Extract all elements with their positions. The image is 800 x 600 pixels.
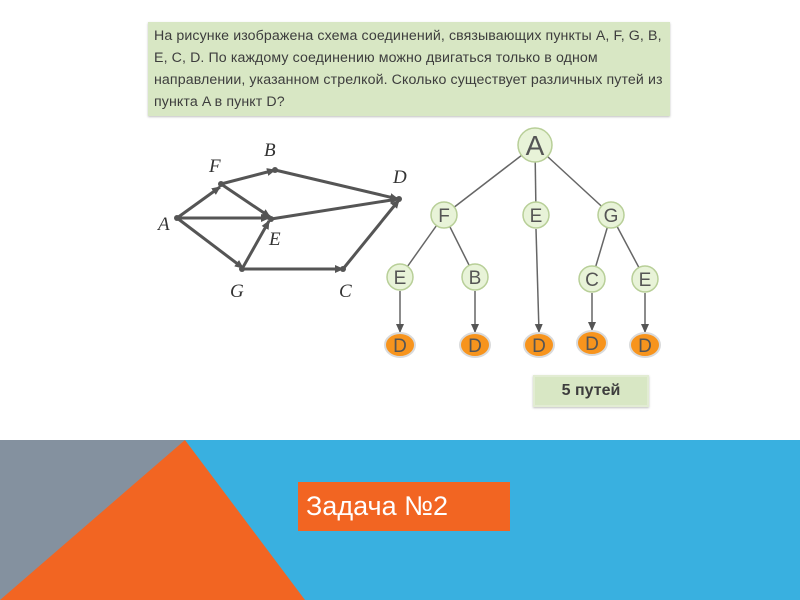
graph-label-e: E <box>269 229 281 250</box>
graph-label-a: A <box>158 214 170 235</box>
path-tree <box>385 128 660 357</box>
edge-e-d <box>271 199 398 219</box>
tree-node-root-label: A <box>525 130 545 161</box>
answer-box: 5 путей <box>533 375 649 407</box>
graph-node-d <box>396 196 402 202</box>
graph-node-c <box>340 266 346 272</box>
graph-node-f <box>218 181 224 187</box>
tree-edge-arrow <box>536 229 539 332</box>
graph-label-d: D <box>393 167 407 188</box>
tree-node-label: G <box>603 206 619 227</box>
tree-leaf-label: D <box>468 336 482 357</box>
tree-node-label: B <box>468 268 482 289</box>
tree-leaf-label: D <box>393 336 407 357</box>
edge-f-b <box>221 170 275 184</box>
tree-leaf-label: D <box>585 334 599 355</box>
directed-graph <box>156 140 407 302</box>
edge-a-g <box>177 218 243 268</box>
graph-label-g: G <box>230 281 244 302</box>
graph-label-b: B <box>264 140 276 161</box>
edge-c-d <box>343 200 399 269</box>
graph-node-g <box>239 266 245 272</box>
tree-node-label: E <box>529 206 543 227</box>
graph-node-a <box>174 215 180 221</box>
edge-a-f <box>177 187 220 218</box>
tree-leaf-label: D <box>532 336 546 357</box>
graph-node-b <box>272 167 278 173</box>
edge-g-e <box>242 221 269 269</box>
tree-node-label: E <box>393 268 407 289</box>
graph-label-c: C <box>339 281 352 302</box>
edge-f-e <box>221 184 270 217</box>
task-label: Задача №2 <box>298 482 510 531</box>
graph-node-e <box>268 216 274 222</box>
edge-b-d <box>275 170 398 199</box>
problem-text: На рисунке изображена схема соединений, связывающих пункты A, F, G, B, E, C, D. По каждому соединению можно двигаться только в одном направлении, указанном стрелкой. Сколько существует различных путей из пункта A в пункт D? <box>154 28 663 110</box>
tree-node-label: F <box>438 206 450 227</box>
tree-leaf-label: D <box>638 336 652 357</box>
tree-node-label: E <box>638 270 652 291</box>
tree-node-label: C <box>585 270 599 291</box>
graph-label-f: F <box>209 156 221 177</box>
